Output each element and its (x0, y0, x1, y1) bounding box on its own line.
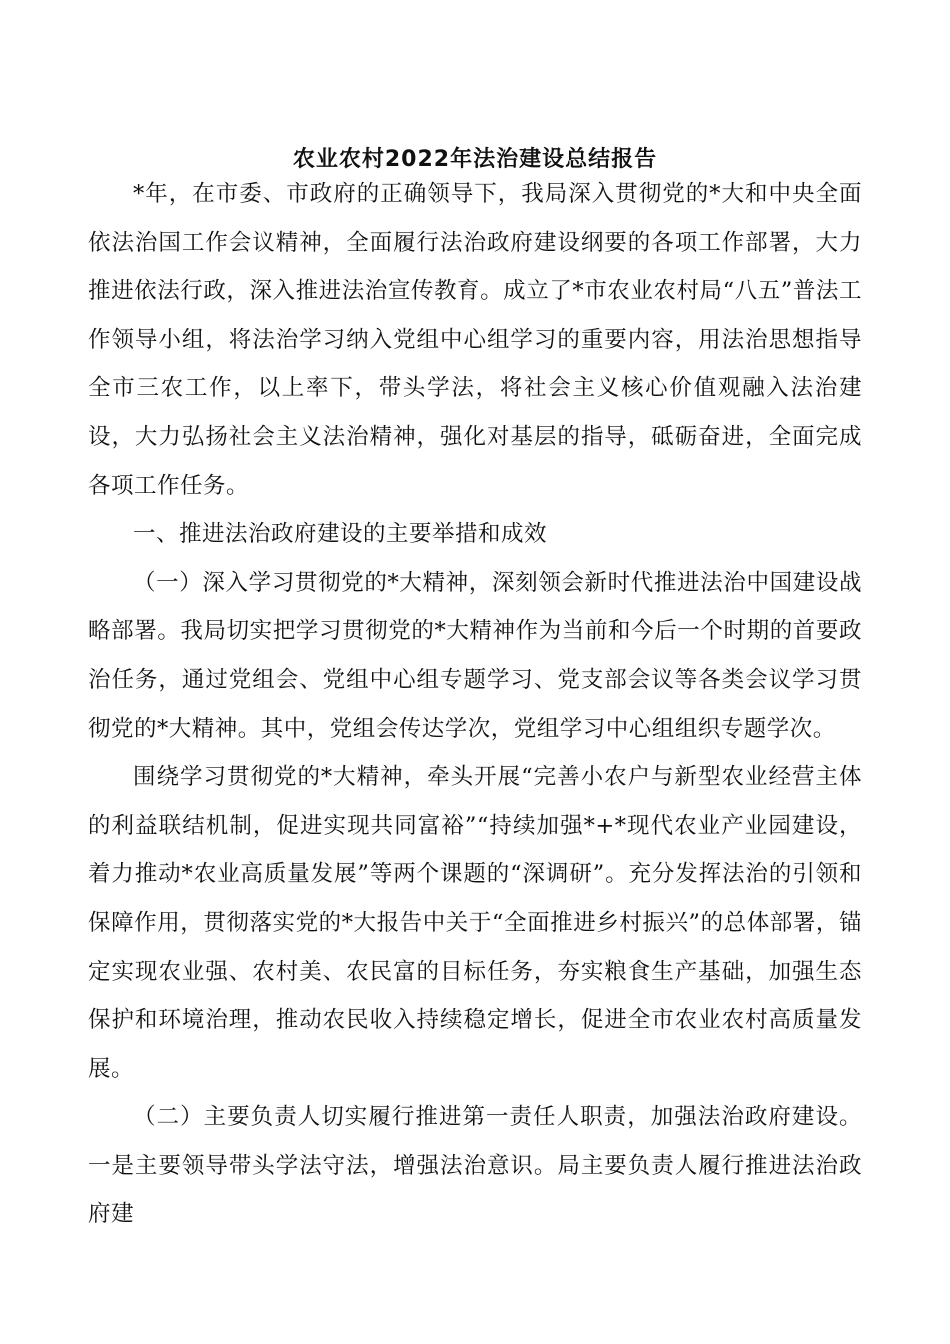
document-title: 农业农村2022年法治建设总结报告 (292, 147, 658, 172)
subsection-paragraph-2: （二）主要负责人切实履行推进第一责任人职责，加强法治政府建设。一是主要领导带头学法守法，增强法治意识。局主要负责人履行推进法治政府建 (88, 1104, 862, 1228)
subsection-paragraph-1: （一）深入学习贯彻党的*大精神，深刻领会新时代推进法治中国建设战略部署。我局切实把学习贯彻党的*大精神作为当前和今后一个时期的首要政治任务，通过党组会、党组中心组专题学习、党支部会议等各类会议学习贯彻党的*大精神。其中，党组会传达学次，党组学习中心组组织专题学次。 (88, 569, 862, 742)
document-body (88, 170, 862, 1239)
section-heading: 一、推进法治政府建设的主要举措和成效 (133, 521, 548, 548)
body-paragraph: 围绕学习贯彻党的*大精神，牵头开展“完善小农户与新型农业经营主体的利益联结机制，促进实现共同富裕”“持续加强*+*现代农业产业园建设，着力推动*农业高质量发展”等两个课题的“深调研”。充分发挥法治的引领和保障作用，贯彻落实党的*大报告中关于“全面推进乡村振兴”的总体部署，锚定实现农业强、农村美、农民富的目标任务，夯实粮食生产基础，加强生态保护和环境治理，推动农民收入持续稳定增长，促进全市农业农村高质量发展。 (88, 764, 862, 1082)
intro-paragraph: *年，在市委、市政府的正确领导下，我局深入贯彻党的*大和中央全面依法治国工作会议精神，全面履行法治政府建设纲要的各项工作部署，大力推进依法行政，深入推进法治宣传教育。成立了*市农业农村局“八五”普法工作领导小组，将法治学习纳入党组中心组学习的重要内容，用法治思想指导全市三农工作，以上率下，带头学法，将社会主义核心价值观融入法治建设，大力弘扬社会主义法治精神，强化对基层的指导，砥砺奋进，全面完成各项工作任务。 (88, 181, 862, 499)
